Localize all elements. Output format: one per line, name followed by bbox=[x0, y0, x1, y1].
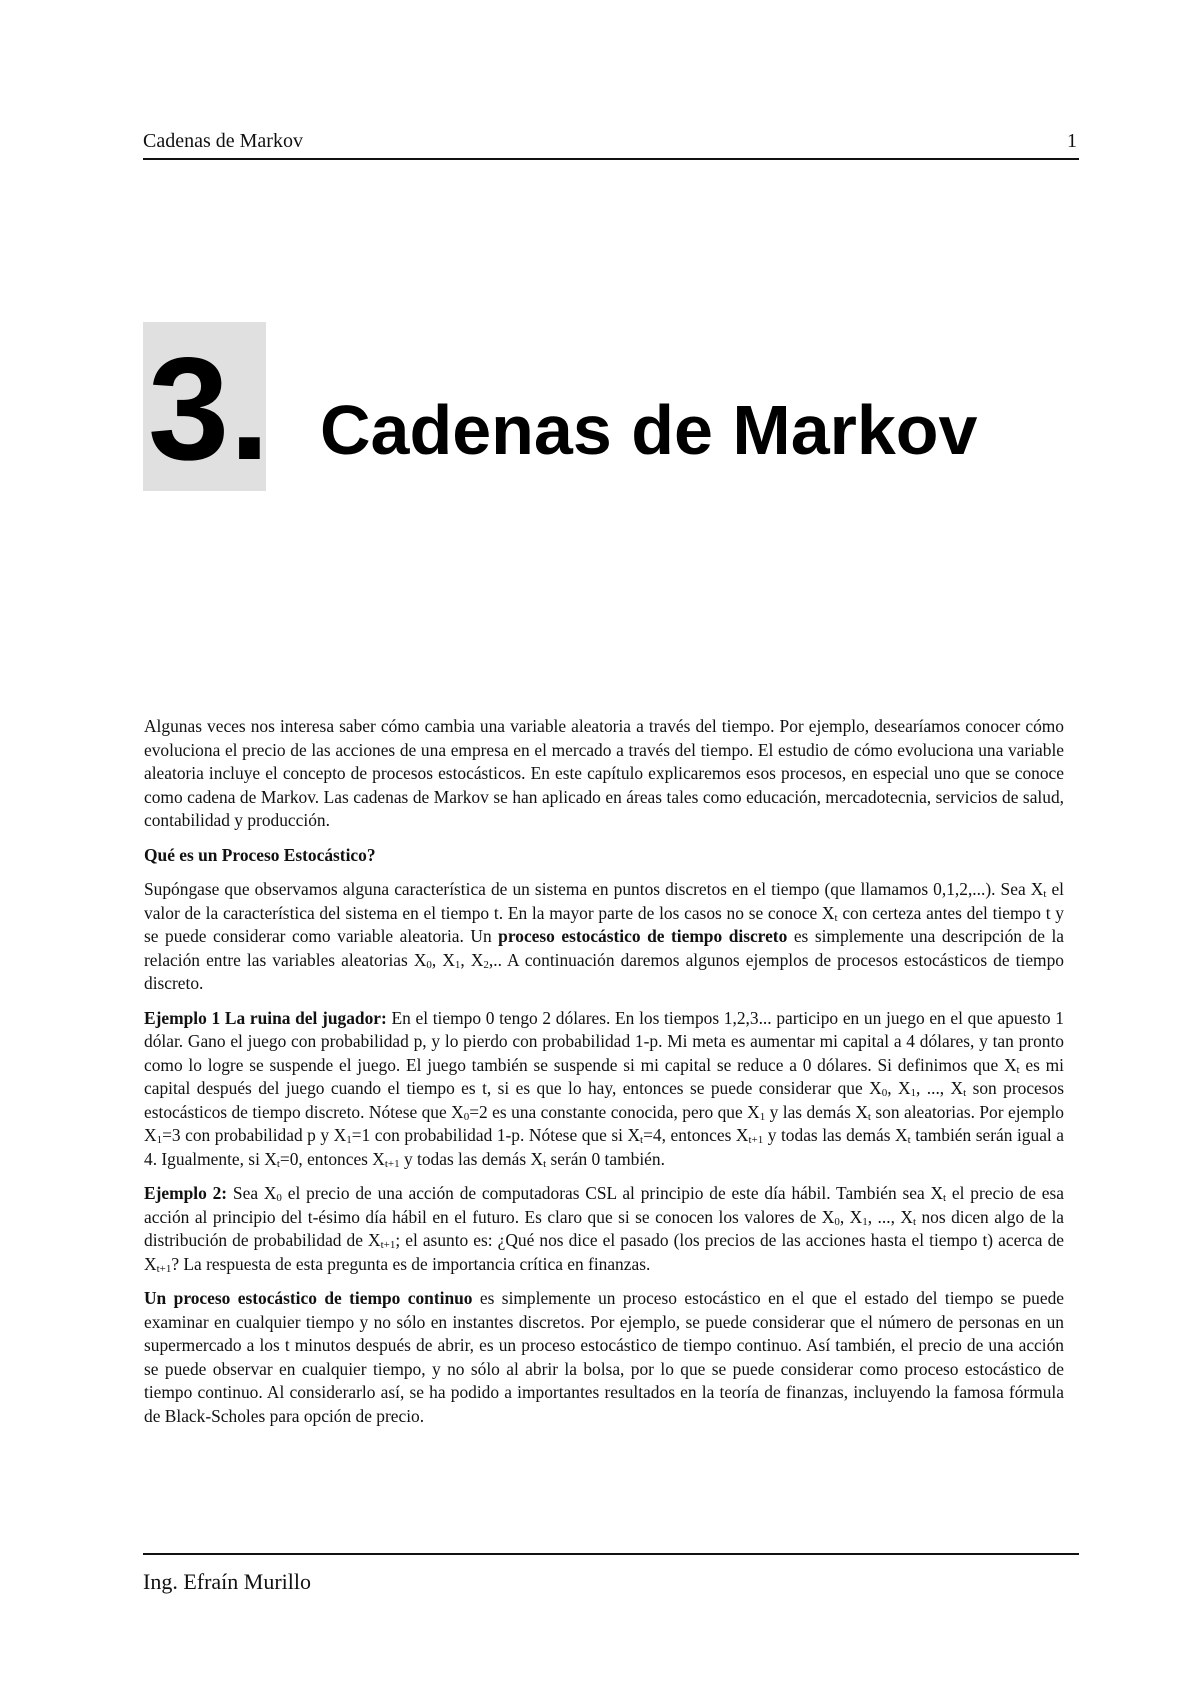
text-run: , X bbox=[460, 949, 484, 970]
text-run: , X bbox=[839, 1206, 863, 1227]
continuous-process-paragraph bbox=[144, 1287, 1064, 1428]
text-run: , X bbox=[431, 949, 455, 970]
subscript: 2 bbox=[483, 958, 489, 971]
term-bold: Un proceso estocástico de tiempo continuo bbox=[144, 1288, 473, 1308]
subscript: t+1 bbox=[384, 1157, 400, 1170]
subscript: 1 bbox=[454, 958, 461, 971]
subscript: 1 bbox=[910, 1087, 916, 1099]
subscript: 1 bbox=[759, 1110, 766, 1123]
subscript: 0 bbox=[426, 958, 432, 971]
subscript: 0 bbox=[834, 1215, 840, 1228]
text-run: =4, entonces X bbox=[643, 1125, 749, 1145]
text-run: ; el asunto es: ¿Qué nos dice el pasado (los precios de las acciones hasta el tiempo t) acerca de X bbox=[144, 1230, 1064, 1274]
example-1-label: Ejemplo 1 La ruina del jugador: bbox=[144, 1007, 387, 1028]
text-run: =0, entonces X bbox=[279, 1148, 385, 1169]
text-run: =2 es una constante conocida, pero que X bbox=[469, 1101, 760, 1122]
section-heading bbox=[144, 844, 1064, 868]
example-1-paragraph bbox=[144, 1007, 1064, 1172]
body-text bbox=[144, 715, 1064, 1439]
text-run: ,.. A continuación daremos algunos ejemplos de procesos estocásticos de tiempo discreto. bbox=[144, 949, 1064, 993]
subscript: t+1 bbox=[156, 1262, 172, 1275]
text-run: ? La respuesta de esta pregunta es de importancia crítica en finanzas. bbox=[171, 1253, 651, 1274]
text-run: y todas las demás X bbox=[399, 1148, 544, 1169]
text-run: es simplemente una descripción de la relación entre las variables aleatorias X bbox=[144, 926, 1064, 970]
text-run: son aleatorias. Por ejemplo X bbox=[144, 1101, 1064, 1145]
subscript: t bbox=[543, 1157, 547, 1170]
text-run: =1 con probabilidad 1-p. Nótese que si X bbox=[351, 1125, 641, 1145]
subscript: t bbox=[834, 911, 838, 924]
text-run: también serán igual a 4. Igualmente, si X bbox=[144, 1125, 1064, 1169]
subscript: t bbox=[907, 1134, 911, 1146]
footer-author: Ing. Efraín Murillo bbox=[143, 1569, 312, 1594]
text-run: el valor de la característica del sistema en el tiempo t. En la mayor parte de los casos no se conoce X bbox=[144, 879, 1065, 923]
text-run: En el tiempo 0 tengo 2 dólares. En los tiempos 1,2,3... participo en un juego en el que apuesto 1 dólar. Gano el juego con probabilidad p, y lo pierdo con probabilidad 1-p. Mi meta es aumentar mi capital a 4 dólares, y tan pronto como lo logre se suspende el juego. El juego también se suspende si mi capital se reduce a 0 dólares. Si definimos que X bbox=[144, 1007, 1064, 1075]
text-run: serán 0 también. bbox=[546, 1148, 665, 1169]
subscript: t+1 bbox=[748, 1134, 764, 1146]
subscript: 1 bbox=[156, 1134, 163, 1146]
subscript: 0 bbox=[463, 1110, 470, 1123]
text-run: , ..., X bbox=[867, 1206, 913, 1227]
subscript: t bbox=[912, 1215, 917, 1228]
text-run: nos dicen algo de la distribución de probabilidad de X bbox=[144, 1206, 1065, 1250]
text-run: es simplemente un proceso estocástico en el que el estado del tiempo se puede examinar en cualquier tiempo y no sólo en instantes discretos. Por ejemplo, se puede considerar que el número de personas en un supermercado a los t minutos después de abrir, es un proceso estocástico de tiempo continuo. Así también, el precio de una acción se puede observar en cualquier tiempo, y no sólo al abrir la bolsa, por lo que se puede considerar como proceso estocástico de tiempo continuo. Al considerarlo así, se ha podido a importantes resultados en la teoría de finanzas, incluyendo la famosa fórmula de Black-Scholes para opción de precio. bbox=[144, 1288, 1064, 1426]
chapter-title: Cadenas de Markov bbox=[320, 391, 978, 469]
section-heading-text: Qué es un Proceso Estocástico? bbox=[144, 844, 376, 865]
subscript: t bbox=[1043, 888, 1047, 900]
subscript: t bbox=[943, 1192, 947, 1204]
running-header bbox=[143, 128, 1079, 160]
page-number: 1 bbox=[1067, 130, 1077, 152]
subscript: 0 bbox=[276, 1192, 282, 1204]
example-2-paragraph bbox=[144, 1182, 1064, 1276]
subscript: 1 bbox=[346, 1134, 352, 1146]
example-2-label: Ejemplo 2: bbox=[144, 1183, 228, 1203]
subscript: t bbox=[1016, 1063, 1020, 1076]
subscript: t+1 bbox=[380, 1239, 396, 1251]
subscript: t bbox=[867, 1110, 871, 1123]
text-run: y las demás X bbox=[765, 1101, 868, 1122]
text-run: Supóngase que observamos alguna característica de un sistema en puntos discretos en el tiempo (que llamamos 0,1,2,...). Sea X bbox=[144, 879, 1044, 899]
discrete-process-paragraph bbox=[144, 878, 1064, 996]
subscript: 1 bbox=[862, 1215, 868, 1228]
text-run: y todas las demás X bbox=[763, 1125, 908, 1145]
subscript: t bbox=[276, 1157, 280, 1170]
text-run: es mi capital después del juego cuando el tiempo es t, si es que lo hay, entonces se puede considerar que X bbox=[144, 1054, 1064, 1098]
subscript: t bbox=[963, 1087, 967, 1099]
text-run: , ..., X bbox=[916, 1078, 964, 1098]
text-run: Sea X bbox=[227, 1183, 277, 1203]
text-run: con certeza antes del tiempo t y se puede considerar como variable aleatoria. Un bbox=[144, 902, 1064, 946]
intro-paragraph: Algunas veces nos interesa saber cómo cambia una variable aleatoria a través del tiempo. Por ejemplo, desearíamos conocer cómo evoluciona el precio de las acciones de una empresa en el mercado a través del tiempo. El estudio de cómo evoluciona una variable aleatoria incluye el concepto de procesos estocásticos. En este capítulo explicaremos esos procesos, en especial uno que se conoce como cadena de Markov. Las cadenas de Markov se han aplicado en áreas tales como educación, mercadotecnia, servicios de salud, contabilidad y producción. bbox=[144, 716, 1064, 830]
chapter-number: 3. bbox=[148, 327, 270, 490]
text-run: =3 con probabilidad p y X bbox=[162, 1125, 347, 1145]
text-run: el precio de esa acción al principio del t-ésimo día hábil en el futuro. Es claro que si se conocen los valores de X bbox=[144, 1183, 1064, 1227]
text-run: el precio de una acción de computadoras CSL al principio de este día hábil. También sea X bbox=[281, 1183, 944, 1203]
subscript: t bbox=[640, 1134, 644, 1146]
footer-rule bbox=[143, 1553, 1079, 1555]
term-bold: proceso estocástico de tiempo discreto bbox=[498, 926, 788, 946]
header-title: Cadenas de Markov bbox=[143, 130, 303, 152]
text-run: , X bbox=[887, 1078, 911, 1098]
text-run: son procesos estocásticos de tiempo discreto. Nótese que X bbox=[144, 1078, 1064, 1122]
subscript: 0 bbox=[881, 1087, 888, 1099]
